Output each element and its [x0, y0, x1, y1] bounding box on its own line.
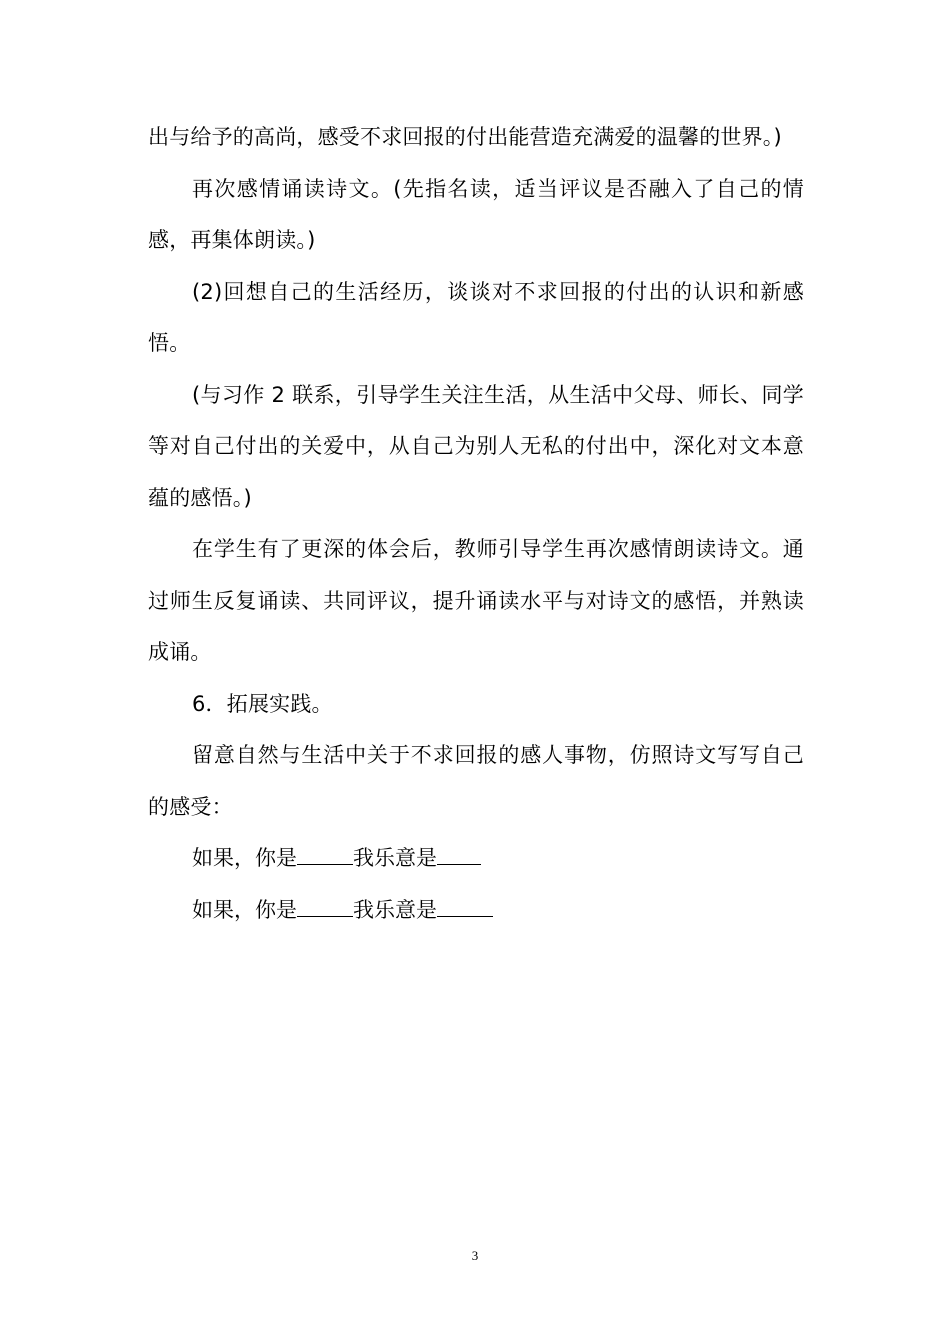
fill-in-line-2: [148, 885, 804, 937]
fill-in-line-1: [148, 833, 804, 885]
fill-middle: 我乐意是: [353, 846, 437, 870]
paragraph-recite-again: 再次感情诵读诗文。(先指名读，适当评议是否融入了自己的情感，再集体朗读。): [148, 176, 804, 252]
fill-prefix: 如果，你是: [192, 846, 297, 870]
section-heading-extension-practice: 6．拓展实践。: [192, 691, 333, 716]
paragraph-deeper-reading: 在学生有了更深的体会后，教师引导学生再次感情朗读诗文。通过师生反复诵读、共同评议，提升诵读水平与对诗文的感悟，并熟读成诵。: [148, 537, 804, 664]
document-body: [148, 112, 804, 936]
blank-underline: [297, 844, 353, 865]
fill-middle: 我乐意是: [353, 897, 437, 922]
paragraph-writing-link: (与习作 2 联系，引导学生关注生活，从生活中父母、师长、同学等对自己付出的关爱中，从自己为别人无私的付出中，深化对文本意蕴的感悟。): [148, 382, 804, 510]
fill-prefix: 如果，你是: [192, 897, 297, 922]
blank-underline: [437, 896, 493, 917]
paragraph-practice-instruction: 留意自然与生活中关于不求回报的感人事物，仿照诗文写写自己的感受：: [148, 743, 804, 819]
paragraph-continuation: 出与给予的高尚，感受不求回报的付出能营造充满爱的温馨的世界。): [148, 125, 782, 149]
blank-underline: [297, 896, 353, 917]
blank-underline: [437, 844, 481, 865]
page-number: 3: [471, 1248, 479, 1263]
paragraph-recall-experience: (2)回想自己的生活经历，谈谈对不求回报的付出的认识和新感悟。: [148, 279, 804, 355]
